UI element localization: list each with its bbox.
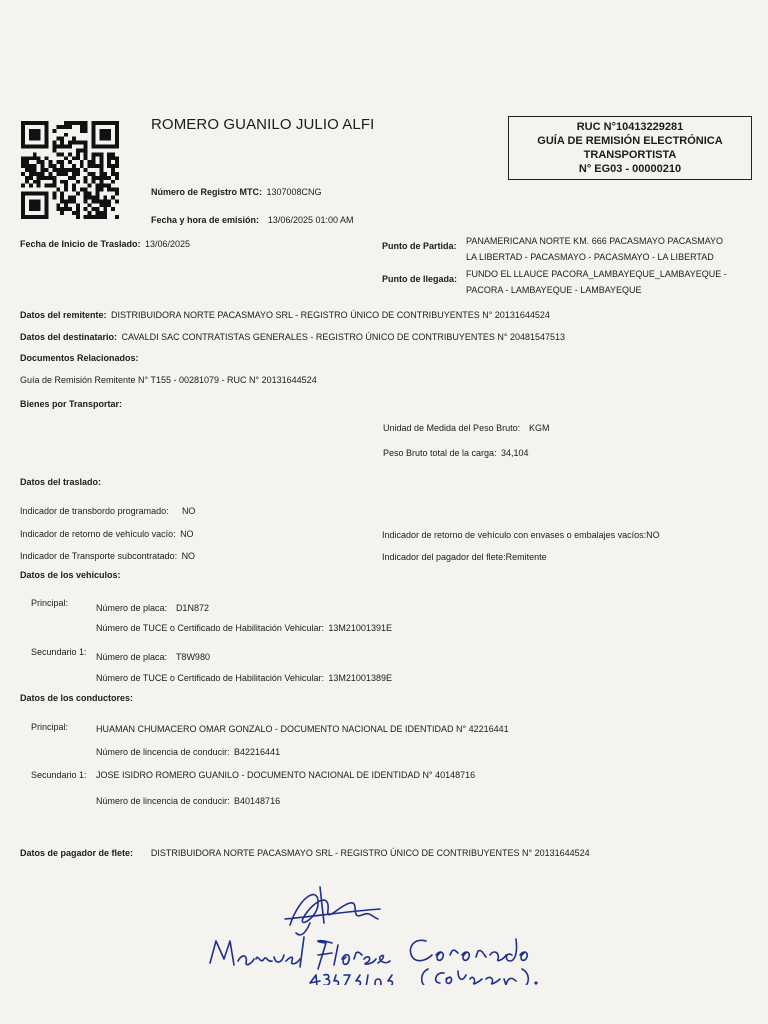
- documentos-label: Documentos Relacionados:: [20, 353, 139, 363]
- fecha-emision-value: 13/06/2025 01:00 AM: [267, 215, 354, 225]
- company-name: ROMERO GUANILO JULIO ALFI: [151, 116, 375, 133]
- fecha-inicio-label: Fecha de Inicio de Traslado:: [20, 239, 141, 249]
- ruc-number: RUC N°10413229281: [576, 121, 684, 133]
- handwritten-signature: [200, 875, 580, 985]
- datos-pagador-flete: [20, 843, 590, 861]
- destinatario-value: CAVALDI SAC CONTRATISTAS GENERALES - REGISTRO ÚNICO DE CONTRIBUYENTES N° 20481547513: [121, 332, 566, 342]
- conductores-label: Datos de los conductores:: [20, 693, 134, 703]
- conductor-secundario-label: Secundario 1:: [31, 770, 87, 780]
- indicador-retorno-vacio: Indicador de retorno de vehículo vacío: NO: [20, 529, 194, 539]
- ruc-box: [508, 116, 752, 180]
- unidad-medida: [383, 418, 550, 436]
- peso-label: Peso Bruto total de la carga:: [383, 448, 497, 458]
- punto-llegada-line1: FUNDO EL LLAUCE PACORA_LAMBAYEQUE_LAMBAYEQUE -: [466, 269, 727, 279]
- vehiculo-secundario-label: Secundario 1:: [31, 647, 87, 657]
- indicador-pagador: Indicador del pagador del flete:Remitente: [382, 552, 547, 562]
- peso-value: 34,104: [501, 448, 529, 458]
- pagador-label: Datos de pagador de flete:: [20, 848, 134, 858]
- indicador-subcontratado: Indicador de Transporte subcontratado: NO: [20, 551, 196, 561]
- doc-title-line2: TRANSPORTISTA: [583, 149, 677, 161]
- remitente-label: Datos del remitente:: [20, 310, 107, 320]
- punto-partida-line1: PANAMERICANA NORTE KM. 666 PACASMAYO PACASMAYO: [466, 236, 724, 246]
- indicador-retorno-envases: Indicador de retorno de vehículo con envases o embalajes vacíos:NO: [382, 530, 660, 540]
- vehiculo-secundario-tuce: Número de TUCE o Certificado de Habilitación Vehicular: 13M21001389E: [96, 673, 392, 683]
- vehiculo-principal-label: Principal:: [31, 598, 69, 608]
- vehiculo-principal-tuce: Número de TUCE o Certificado de Habilitación Vehicular: 13M21001391E: [96, 623, 392, 633]
- destinatario-label: Datos del destinatario:: [20, 332, 118, 342]
- unidad-label: Unidad de Medida del Peso Bruto:: [383, 423, 521, 433]
- indicador-transbordo: Indicador de transbordo programado: NO: [20, 506, 196, 516]
- fecha-inicio-traslado: [20, 234, 190, 252]
- fecha-inicio-value: 13/06/2025: [145, 239, 191, 249]
- vehiculos-label: Datos de los vehículos:: [20, 570, 121, 580]
- unidad-value: KGM: [528, 423, 550, 433]
- datos-destinatario: [20, 327, 565, 345]
- vehiculo-secundario-placa: Número de placa: T8W980: [96, 652, 210, 662]
- fecha-emision-label: Fecha y hora de emisión:: [151, 215, 260, 225]
- registro-mtc-value: 1307008CNG: [266, 187, 322, 197]
- pagador-value: DISTRIBUIDORA NORTE PACASMAYO SRL - REGISTRO ÚNICO DE CONTRIBUYENTES N° 20131644524: [150, 848, 590, 858]
- vehiculo-principal-placa: Número de placa: D1N872: [96, 603, 209, 613]
- registro-mtc: [151, 182, 322, 200]
- qr-code: [20, 121, 120, 219]
- conductor-principal-label: Principal:: [31, 722, 69, 732]
- bienes-label: Bienes por Transportar:: [20, 399, 123, 409]
- peso-bruto: [383, 443, 529, 461]
- conductor-secundario-licencia: Número de lincencia de conducir: B40148716: [96, 796, 281, 806]
- conductor-principal-licencia: Número de lincencia de conducir: B42216441: [96, 747, 281, 757]
- punto-partida-label: Punto de Partida:: [382, 241, 457, 251]
- doc-number: N° EG03 - 00000210: [578, 163, 682, 175]
- registro-mtc-label: Número de Registro MTC:: [151, 187, 263, 197]
- remitente-value: DISTRIBUIDORA NORTE PACASMAYO SRL - REGISTRO ÚNICO DE CONTRIBUYENTES N° 20131644524: [110, 310, 550, 320]
- punto-partida-line2: LA LIBERTAD - PACASMAYO - PACASMAYO - LA LIBERTAD: [466, 252, 714, 262]
- documentos-value: Guía de Remisión Remitente N° T155 - 00281079 - RUC N° 20131644524: [20, 375, 317, 385]
- punto-llegada-line2: PACORA - LAMBAYEQUE - LAMBAYEQUE: [466, 285, 642, 295]
- datos-remitente: [20, 305, 550, 323]
- doc-title-line1: GUÍA DE REMISIÓN ELECTRÓNICA: [537, 135, 723, 147]
- fecha-emision: [151, 210, 354, 228]
- conductor-principal-value: HUAMAN CHUMACERO OMAR GONZALO - DOCUMENTO NACIONAL DE IDENTIDAD N° 42216441: [96, 724, 509, 734]
- conductor-secundario-value: JOSE ISIDRO ROMERO GUANILO - DOCUMENTO NACIONAL DE IDENTIDAD N° 40148716: [96, 770, 476, 780]
- traslado-label: Datos del traslado:: [20, 477, 102, 487]
- punto-llegada-label: Punto de llegada:: [382, 274, 458, 284]
